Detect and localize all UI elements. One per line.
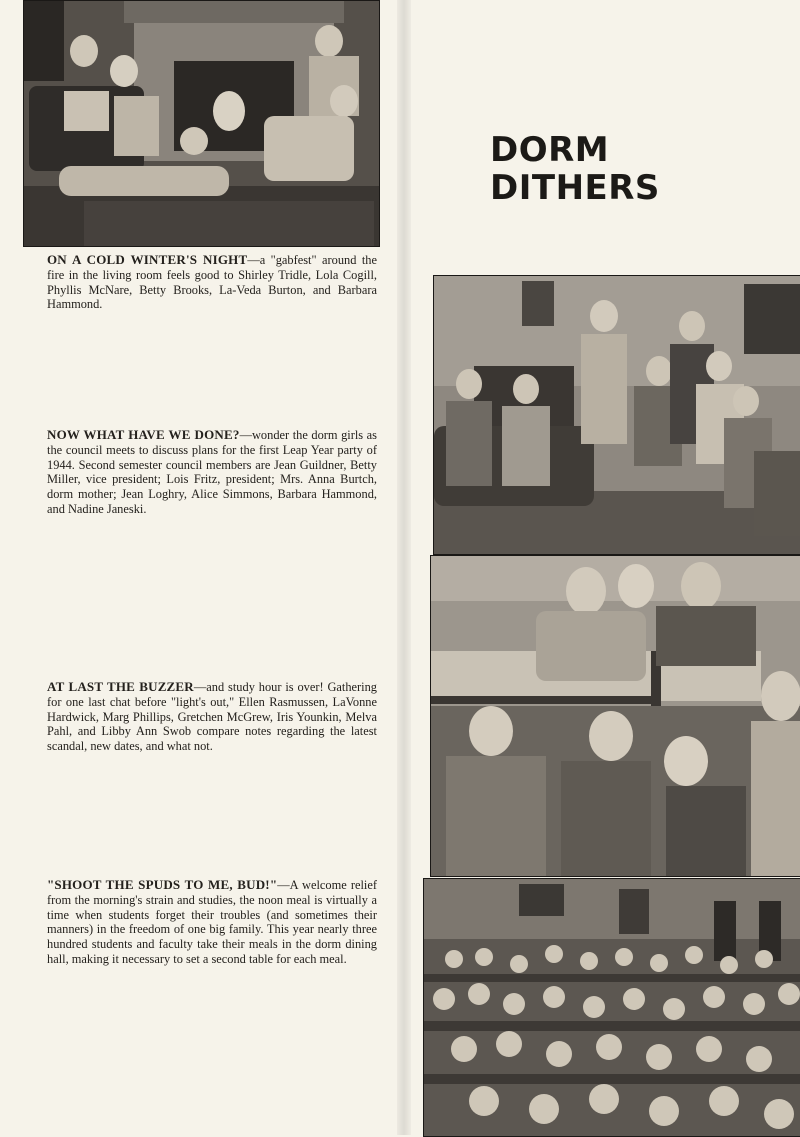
title-line-2: DITHERS: [490, 168, 660, 208]
title-line-1: DORM: [490, 130, 610, 170]
page-gutter: [397, 0, 411, 1135]
dining-photo-art: [424, 879, 800, 1136]
caption-lead: "SHOOT THE SPUDS TO ME, BUD!": [47, 877, 278, 892]
photo-dorm-council: [433, 275, 800, 555]
caption-buzzer: [47, 680, 377, 754]
caption-lead: ON A COLD WINTER'S NIGHT: [47, 252, 248, 267]
caption-council-meeting: [47, 428, 377, 517]
page-title: [490, 131, 660, 207]
caption-winter-night: [47, 253, 377, 312]
caption-body: —and study hour is over! Gathering for one last chat before "light's out," Ellen Rasmussen, LaVonne Hardwick, Marg Phillips, Gretchen McGrew, Iris Younkin, Melva Pahl, and Libby Ann Swob compare notes regarding the latest scandal, new dates, and what not.: [47, 680, 377, 754]
council-photo-art: [434, 276, 800, 554]
caption-lead: AT LAST THE BUZZER: [47, 679, 194, 694]
caption-body: —A welcome relief from the morning's strain and studies, the noon meal is virtually a time when students forget their troubles (and sometimes their manners) in the freedom of one big family. This year nearly three hundred students and faculty take their meals in the dorm dining hall, making it necessary to set a second table for each meal.: [47, 878, 377, 966]
photo-dining-hall: [423, 878, 800, 1137]
photo-bunk-beds: [430, 555, 800, 877]
caption-body: —wonder the dorm girls as the council meets to discuss plans for the first Leap Year party of 1944. Second semester council members are Jean Guildner, Betty Miller, vice president; Lois Fritz, president; Mrs. Anna Burtch, dorm mother; Jean Loghry, Alice Simmons, Barbara Hammond, and Nadine Janeski.: [47, 428, 377, 516]
caption-dining-hall: [47, 878, 377, 967]
caption-body: —a "gabfest" around the fire in the living room feels good to Shirley Tridle, Lola Cogill, Phyllis McNare, Betty Brooks, La-Veda Burton, and Barbara Hammond.: [47, 253, 377, 312]
caption-lead: NOW WHAT HAVE WE DONE?: [47, 427, 240, 442]
photo-fireplace-gathering: [23, 0, 380, 247]
bunk-photo-art: [431, 556, 800, 876]
fireplace-photo-art: [24, 1, 379, 246]
